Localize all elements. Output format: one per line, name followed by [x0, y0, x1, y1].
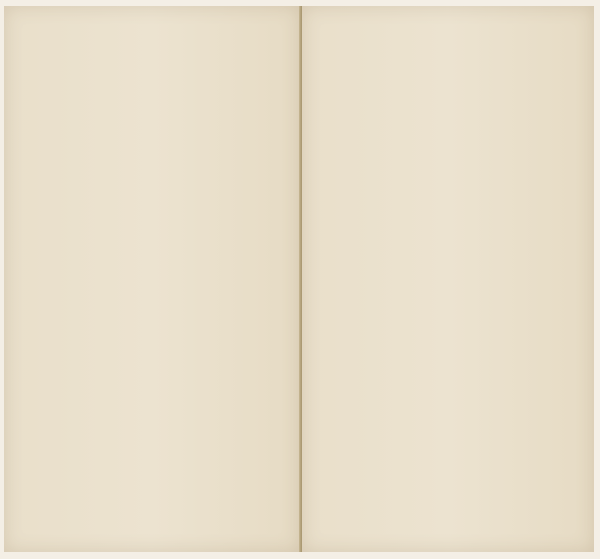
- open-book: [4, 6, 594, 552]
- left-page: [4, 6, 300, 552]
- right-page: [302, 6, 594, 552]
